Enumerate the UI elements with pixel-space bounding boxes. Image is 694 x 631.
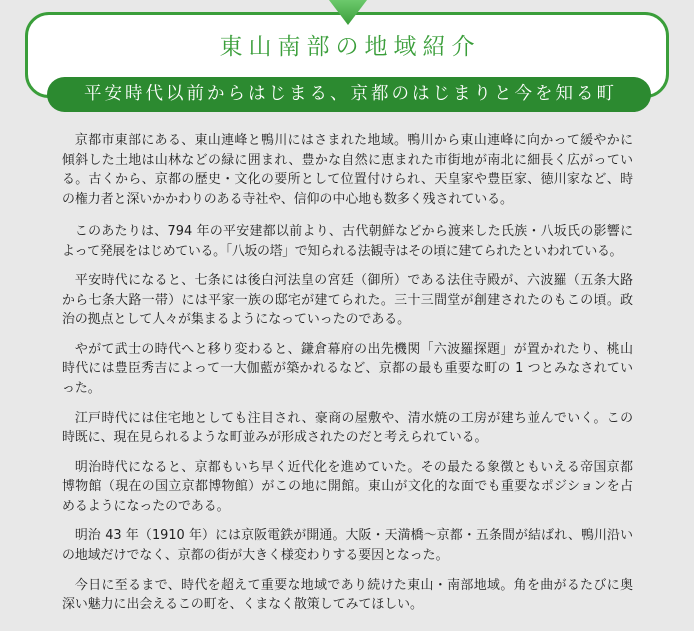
paragraph-line: 京都市東部にある、東山連峰と鴨川にはさまれた地域。鴨川から東山連峰に向かって緩やかに [74,133,633,148]
paragraph [62,409,633,448]
paragraph [62,526,633,565]
paragraph-line: 時代には豊臣秀吉によって一大伽藍が築かれるなど、京都の最も重要な町の 1 つとみなされてい [62,361,633,377]
paragraph-line: 時既に、現在見られるような町並みが形成されたのだと考えられている。 [62,430,488,446]
paragraph-line: 江戸時代には住宅地としても注目され、豪商の屋敷や、清水焼の工房が建ち並んでいく。この [74,410,633,426]
paragraph-line: から七条大路一帯）には平家一族の邸宅が建てられた。三十三間堂が創建されたのもこの頃。政 [62,292,633,308]
paragraph-line: 博物館（現在の国立京都博物館）がこの地に開館。東山が文化的な面でも重要なポジションを占 [62,479,633,495]
paragraph-line: やがて武士の時代へと移り変わると、鎌倉幕府の出先機関「六波羅探題」が置かれたり、桃山 [74,341,633,357]
paragraph-line: 明治時代になると、京都もいち早く近代化を進めていた。その最たる象徴ともいえる帝国京都 [74,459,633,475]
paragraph [62,222,633,261]
paragraph [62,340,633,399]
paragraph [62,271,633,330]
paragraph-line: 傾斜した土地は山林などの緑に囲まれ、豊かな自然に恵まれた市街地が南北に細長く広がってい [62,152,633,168]
body-text [62,131,633,625]
paragraph-line: った。 [62,380,101,396]
paragraph-line: る。古くから、京都の歴史・文化の要所として位置付けられ、天皇家や豊臣家、徳川家など、時 [62,172,633,187]
paragraph [62,131,633,209]
down-triangle-icon [328,0,368,26]
paragraph-line: めるようになったのである。 [62,498,230,514]
subtitle-text: 平安時代以前からはじまる、京都のはじまりと今を知る町 [84,84,617,104]
paragraph-line: よって発展をはじめている。「八坂の塔」で知られる法観寺はその頃に建てられたといわれている。 [62,243,623,259]
paragraph-line: 深い魅力に出会えるこの町を、くまなく散策してみてほしい。 [62,597,423,613]
paragraph-line: の地域だけでなく、京都の街が大きく様変わりする要因となった。 [62,547,449,563]
paragraph [62,458,633,517]
subtitle-banner [47,77,651,112]
page-title: 東山南部の地域紹介 [219,34,481,60]
paragraph-line: 平安時代になると、七条には後白河法皇の宮廷（御所）である法住寺殿が、六波羅（五条大路 [74,273,633,289]
paragraph-line: の権力者と深いかかわりのある寺社や、信仰の中心地も数多く残されている。 [62,191,513,207]
paragraph-line: 治の拠点として人々が集まるようになっていったのである。 [62,312,411,328]
paragraph-line: 今日に至るまで、時代を超えて重要な地域であり続けた東山・南部地域。角を曲がるたびに奥 [74,577,633,593]
paragraph [62,576,633,615]
paragraph-line: このあたりは、794 年の平安建都以前より、古代朝鮮などから渡来した氏族・八坂氏の影響に [74,224,633,239]
paragraph-line: 明治 43 年（1910 年）には京阪電鉄が開通。大阪・天満橋〜京都・五条間が結ばれ、鴨川沿い [74,528,633,544]
